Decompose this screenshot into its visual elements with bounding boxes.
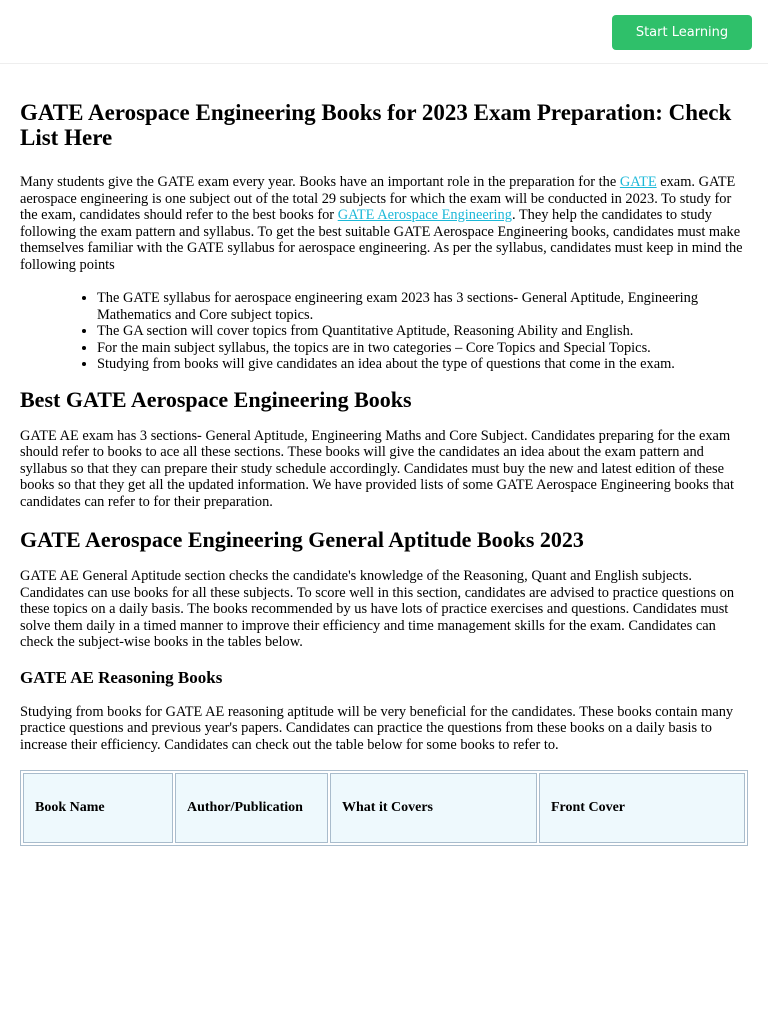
table-header-row xyxy=(23,773,745,843)
column-header-front-cover: Front Cover xyxy=(539,773,745,843)
syllabus-points-list xyxy=(20,290,748,373)
list-item: • The GATE syllabus for aerospace engineering exam 2023 has 3 sections- General Aptitude, Engineering Mathematics and Core subject topics. xyxy=(97,290,748,323)
page-title: GATE Aerospace Engineering Books for 2023 Exam Preparation: Check List Here xyxy=(20,100,732,150)
best-books-heading: Best GATE Aerospace Engineering Books xyxy=(20,386,412,412)
intro-paragraph xyxy=(20,174,748,273)
list-item: • For the main subject syllabus, the topics are in two categories – Core Topics and Special Topics. xyxy=(97,340,748,357)
column-header-author: Author/Publication xyxy=(175,773,328,843)
reasoning-books-paragraph: Studying from books for GATE AE reasoning aptitude will be very beneficial for the candidates. These books contain many practice questions and previous year's papers. Candidates can practice the questions from these books on a daily basis to increase their efficiency. Candidates can check out the table below for some books to refer to. xyxy=(20,703,734,753)
intro-text-3: . They help the candidates to study following the exam pattern and syllabus. To get the best suitable GATE Aerospace Engineering books, candidates must make themselves familiar with the GATE syllabus for aerospace engineering. As per the syllabus, candidates must keep in mind the following points xyxy=(20,207,743,273)
reasoning-books-heading: GATE AE Reasoning Books xyxy=(20,667,223,687)
column-header-book-name: Book Name xyxy=(23,773,173,843)
general-aptitude-paragraph: GATE AE General Aptitude section checks the candidate's knowledge of the Reasoning, Quant and English subjects. Candidates can use books for all these subjects. To score well in this section, candidates are advised to practice questions on these topics on a daily basis. The books recommended by us have lots of practice exercises and questions. Candidates must solve them daily in a timed manner to improve their efficiency and time management skills for the exam. Candidates can check the subject-wise books in the tables below. xyxy=(20,568,735,650)
top-bar xyxy=(0,0,768,64)
intro-text-1: Many students give the GATE exam every year. Books have an important role in the preparation for the xyxy=(20,174,620,190)
gate-aerospace-engineering-link[interactable]: GATE Aerospace Engineering xyxy=(337,207,512,223)
gate-link[interactable]: GATE xyxy=(619,174,657,190)
article xyxy=(0,100,768,846)
column-header-what-it-covers: What it Covers xyxy=(330,773,537,843)
list-item: • The GA section will cover topics from Quantitative Aptitude, Reasoning Ability and English. xyxy=(97,323,748,340)
general-aptitude-heading: GATE Aerospace Engineering General Aptitude Books 2023 xyxy=(20,527,584,552)
intro-text-2: exam. GATE aerospace engineering is one subject out of the total 29 subjects for which the exam will be conducted in 2023. To study for the exam, candidates should refer to the best books for xyxy=(20,174,736,223)
list-item: • Studying from books will give candidates an idea about the type of questions that come in the exam. xyxy=(97,356,748,373)
start-learning-button[interactable]: Start Learning xyxy=(612,15,752,50)
reasoning-books-table xyxy=(20,770,748,846)
best-books-paragraph: GATE AE exam has 3 sections- General Aptitude, Engineering Maths and Core Subject. Candidates preparing for the exam should refer to books to ace all these sections. These books will give the candidates an idea about the exam pattern and syllabus so that they can prepare their study schedule accordingly. Candidates must buy the new and latest edition of these books so that they get all the updated information. We have provided lists of some GATE Aerospace Engineering books that candidates can refer to for their preparation. xyxy=(20,427,734,510)
